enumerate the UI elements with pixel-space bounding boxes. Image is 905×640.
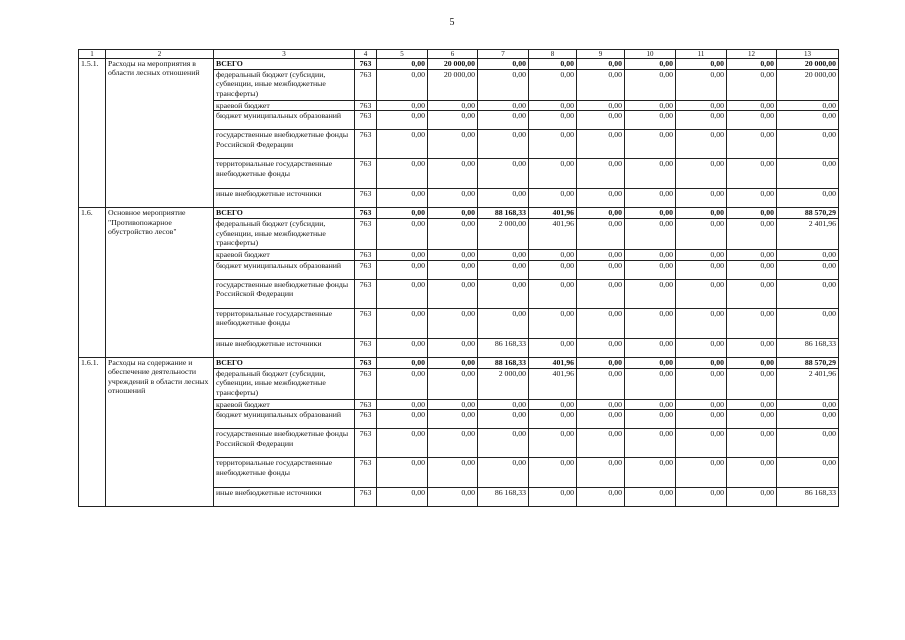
amount-cell-10: 0,00 (625, 260, 676, 279)
amount-cell-13: 0,00 (777, 429, 839, 458)
amount-cell-13: 0,00 (777, 101, 839, 111)
amount-cell-12: 0,00 (727, 208, 777, 219)
budget-code: 763 (355, 279, 377, 308)
budget-code: 763 (355, 338, 377, 357)
amount-cell-11: 0,00 (676, 208, 727, 219)
amount-cell-11: 0,00 (676, 399, 727, 409)
amount-cell-11: 0,00 (676, 219, 727, 250)
amount-cell-9: 0,00 (577, 308, 625, 338)
column-number-11: 11 (676, 50, 727, 59)
amount-cell-5: 0,00 (377, 219, 428, 250)
budget-code: 763 (355, 410, 377, 429)
amount-cell-8: 0,00 (529, 399, 577, 409)
amount-cell-9: 0,00 (577, 130, 625, 159)
amount-cell-6: 0,00 (428, 250, 478, 260)
amount-cell-6: 0,00 (428, 458, 478, 488)
column-number-9: 9 (577, 50, 625, 59)
amount-cell-10: 0,00 (625, 488, 676, 507)
funding-source: территориальные государственные внебюджетные фонды (214, 308, 355, 338)
amount-cell-13: 20 000,00 (777, 70, 839, 101)
amount-cell-12: 0,00 (727, 338, 777, 357)
amount-cell-13: 0,00 (777, 111, 839, 130)
amount-cell-10: 0,00 (625, 410, 676, 429)
funding-source: территориальные государственные внебюджетные фонды (214, 159, 355, 189)
amount-cell-5: 0,00 (377, 368, 428, 399)
amount-cell-9: 0,00 (577, 189, 625, 208)
column-number-10: 10 (625, 50, 676, 59)
budget-code: 763 (355, 111, 377, 130)
amount-cell-9: 0,00 (577, 429, 625, 458)
amount-cell-5: 0,00 (377, 70, 428, 101)
budget-code: 763 (355, 219, 377, 250)
amount-cell-10: 0,00 (625, 279, 676, 308)
amount-cell-8: 0,00 (529, 429, 577, 458)
amount-cell-8: 0,00 (529, 279, 577, 308)
funding-source: ВСЕГО (214, 208, 355, 219)
amount-cell-8: 0,00 (529, 308, 577, 338)
amount-cell-10: 0,00 (625, 101, 676, 111)
amount-cell-10: 0,00 (625, 208, 676, 219)
amount-cell-8: 401,96 (529, 208, 577, 219)
amount-cell-5: 0,00 (377, 410, 428, 429)
amount-cell-12: 0,00 (727, 458, 777, 488)
amount-cell-11: 0,00 (676, 368, 727, 399)
budget-code: 763 (355, 70, 377, 101)
page-number: 5 (449, 17, 455, 28)
budget-code: 763 (355, 208, 377, 219)
amount-cell-7: 0,00 (478, 250, 529, 260)
amount-cell-9: 0,00 (577, 488, 625, 507)
amount-cell-12: 0,00 (727, 59, 777, 70)
amount-cell-5: 0,00 (377, 59, 428, 70)
amount-cell-10: 0,00 (625, 159, 676, 189)
amount-cell-8: 401,96 (529, 357, 577, 368)
amount-cell-7: 0,00 (478, 189, 529, 208)
funding-source: краевой бюджет (214, 399, 355, 409)
budget-code: 763 (355, 250, 377, 260)
amount-cell-6: 0,00 (428, 399, 478, 409)
amount-cell-11: 0,00 (676, 410, 727, 429)
amount-cell-10: 0,00 (625, 399, 676, 409)
funding-source: иные внебюджетные источники (214, 488, 355, 507)
amount-cell-9: 0,00 (577, 399, 625, 409)
amount-cell-9: 0,00 (577, 208, 625, 219)
budget-table (78, 49, 839, 507)
amount-cell-5: 0,00 (377, 458, 428, 488)
amount-cell-5: 0,00 (377, 279, 428, 308)
budget-code: 763 (355, 189, 377, 208)
amount-cell-7: 88 168,33 (478, 208, 529, 219)
funding-source: государственные внебюджетные фонды Российской Федерации (214, 429, 355, 458)
amount-cell-9: 0,00 (577, 111, 625, 130)
amount-cell-5: 0,00 (377, 250, 428, 260)
amount-cell-11: 0,00 (676, 357, 727, 368)
amount-cell-8: 0,00 (529, 111, 577, 130)
amount-cell-6: 0,00 (428, 488, 478, 507)
amount-cell-7: 0,00 (478, 70, 529, 101)
budget-code: 763 (355, 159, 377, 189)
amount-cell-13: 0,00 (777, 189, 839, 208)
amount-cell-6: 20 000,00 (428, 59, 478, 70)
funding-source: государственные внебюджетные фонды Российской Федерации (214, 130, 355, 159)
table-row (79, 208, 839, 219)
amount-cell-13: 0,00 (777, 458, 839, 488)
amount-cell-6: 0,00 (428, 279, 478, 308)
amount-cell-5: 0,00 (377, 308, 428, 338)
amount-cell-7: 86 168,33 (478, 338, 529, 357)
amount-cell-9: 0,00 (577, 260, 625, 279)
amount-cell-5: 0,00 (377, 159, 428, 189)
amount-cell-8: 0,00 (529, 159, 577, 189)
budget-code: 763 (355, 260, 377, 279)
item-number: 1.6. (79, 208, 106, 357)
amount-cell-7: 0,00 (478, 279, 529, 308)
amount-cell-13: 0,00 (777, 308, 839, 338)
amount-cell-9: 0,00 (577, 159, 625, 189)
amount-cell-12: 0,00 (727, 357, 777, 368)
amount-cell-13: 2 401,96 (777, 219, 839, 250)
amount-cell-12: 0,00 (727, 159, 777, 189)
amount-cell-5: 0,00 (377, 189, 428, 208)
amount-cell-13: 0,00 (777, 410, 839, 429)
column-number-6: 6 (428, 50, 478, 59)
amount-cell-11: 0,00 (676, 101, 727, 111)
amount-cell-10: 0,00 (625, 338, 676, 357)
amount-cell-9: 0,00 (577, 250, 625, 260)
amount-cell-12: 0,00 (727, 250, 777, 260)
amount-cell-10: 0,00 (625, 357, 676, 368)
column-number-3: 3 (214, 50, 355, 59)
amount-cell-7: 0,00 (478, 59, 529, 70)
budget-code: 763 (355, 458, 377, 488)
table-row (79, 59, 839, 70)
amount-cell-13: 88 570,29 (777, 208, 839, 219)
column-number-1: 1 (79, 50, 106, 59)
amount-cell-9: 0,00 (577, 219, 625, 250)
amount-cell-13: 0,00 (777, 159, 839, 189)
column-number-2: 2 (106, 50, 214, 59)
amount-cell-7: 0,00 (478, 458, 529, 488)
budget-code: 763 (355, 399, 377, 409)
funding-source: федеральный бюджет (субсидии, субвенции, иные межбюджетные трансферты) (214, 70, 355, 101)
item-number: 1.6.1. (79, 357, 106, 506)
amount-cell-7: 0,00 (478, 130, 529, 159)
amount-cell-12: 0,00 (727, 101, 777, 111)
amount-cell-8: 0,00 (529, 59, 577, 70)
amount-cell-6: 0,00 (428, 260, 478, 279)
budget-code: 763 (355, 488, 377, 507)
amount-cell-11: 0,00 (676, 260, 727, 279)
amount-cell-13: 20 000,00 (777, 59, 839, 70)
column-number-12: 12 (727, 50, 777, 59)
amount-cell-12: 0,00 (727, 260, 777, 279)
amount-cell-11: 0,00 (676, 429, 727, 458)
amount-cell-6: 20 000,00 (428, 70, 478, 101)
funding-source: ВСЕГО (214, 357, 355, 368)
amount-cell-5: 0,00 (377, 338, 428, 357)
amount-cell-12: 0,00 (727, 111, 777, 130)
amount-cell-12: 0,00 (727, 399, 777, 409)
column-number-row (79, 50, 839, 59)
amount-cell-5: 0,00 (377, 488, 428, 507)
amount-cell-12: 0,00 (727, 488, 777, 507)
amount-cell-13: 2 401,96 (777, 368, 839, 399)
amount-cell-7: 0,00 (478, 111, 529, 130)
funding-source: бюджет муниципальных образований (214, 111, 355, 130)
amount-cell-7: 0,00 (478, 159, 529, 189)
amount-cell-5: 0,00 (377, 429, 428, 458)
amount-cell-10: 0,00 (625, 111, 676, 130)
funding-source: иные внебюджетные источники (214, 189, 355, 208)
amount-cell-10: 0,00 (625, 189, 676, 208)
amount-cell-7: 0,00 (478, 429, 529, 458)
funding-source: федеральный бюджет (субсидии, субвенции, иные межбюджетные трансферты) (214, 368, 355, 399)
amount-cell-8: 0,00 (529, 410, 577, 429)
amount-cell-13: 88 570,29 (777, 357, 839, 368)
amount-cell-6: 0,00 (428, 101, 478, 111)
amount-cell-13: 0,00 (777, 260, 839, 279)
amount-cell-5: 0,00 (377, 208, 428, 219)
amount-cell-9: 0,00 (577, 279, 625, 308)
amount-cell-7: 0,00 (478, 399, 529, 409)
column-number-13: 13 (777, 50, 839, 59)
amount-cell-7: 86 168,33 (478, 488, 529, 507)
amount-cell-11: 0,00 (676, 279, 727, 308)
budget-code: 763 (355, 429, 377, 458)
amount-cell-5: 0,00 (377, 260, 428, 279)
amount-cell-6: 0,00 (428, 308, 478, 338)
amount-cell-12: 0,00 (727, 308, 777, 338)
amount-cell-8: 0,00 (529, 250, 577, 260)
amount-cell-9: 0,00 (577, 338, 625, 357)
amount-cell-7: 2 000,00 (478, 368, 529, 399)
amount-cell-10: 0,00 (625, 59, 676, 70)
amount-cell-5: 0,00 (377, 130, 428, 159)
amount-cell-13: 0,00 (777, 279, 839, 308)
amount-cell-7: 2 000,00 (478, 219, 529, 250)
amount-cell-9: 0,00 (577, 59, 625, 70)
amount-cell-10: 0,00 (625, 308, 676, 338)
amount-cell-9: 0,00 (577, 101, 625, 111)
amount-cell-5: 0,00 (377, 357, 428, 368)
amount-cell-10: 0,00 (625, 70, 676, 101)
amount-cell-10: 0,00 (625, 250, 676, 260)
amount-cell-6: 0,00 (428, 130, 478, 159)
amount-cell-8: 0,00 (529, 130, 577, 159)
budget-code: 763 (355, 357, 377, 368)
amount-cell-9: 0,00 (577, 458, 625, 488)
budget-code: 763 (355, 130, 377, 159)
amount-cell-8: 0,00 (529, 101, 577, 111)
amount-cell-10: 0,00 (625, 368, 676, 399)
amount-cell-6: 0,00 (428, 338, 478, 357)
item-title: Расходы на содержание и обеспечение деятельности учреждений в области лесных отношений (106, 357, 214, 506)
amount-cell-7: 0,00 (478, 260, 529, 279)
amount-cell-12: 0,00 (727, 130, 777, 159)
amount-cell-9: 0,00 (577, 368, 625, 399)
funding-source: территориальные государственные внебюджетные фонды (214, 458, 355, 488)
amount-cell-8: 401,96 (529, 368, 577, 399)
amount-cell-9: 0,00 (577, 357, 625, 368)
budget-code: 763 (355, 59, 377, 70)
amount-cell-7: 0,00 (478, 410, 529, 429)
amount-cell-9: 0,00 (577, 70, 625, 101)
amount-cell-13: 0,00 (777, 399, 839, 409)
amount-cell-12: 0,00 (727, 410, 777, 429)
budget-code: 763 (355, 308, 377, 338)
column-number-7: 7 (478, 50, 529, 59)
amount-cell-10: 0,00 (625, 130, 676, 159)
amount-cell-13: 86 168,33 (777, 338, 839, 357)
amount-cell-11: 0,00 (676, 488, 727, 507)
amount-cell-5: 0,00 (377, 101, 428, 111)
amount-cell-13: 0,00 (777, 250, 839, 260)
column-number-5: 5 (377, 50, 428, 59)
budget-code: 763 (355, 368, 377, 399)
amount-cell-8: 0,00 (529, 338, 577, 357)
amount-cell-6: 0,00 (428, 159, 478, 189)
amount-cell-11: 0,00 (676, 70, 727, 101)
amount-cell-6: 0,00 (428, 189, 478, 208)
amount-cell-6: 0,00 (428, 410, 478, 429)
amount-cell-13: 0,00 (777, 130, 839, 159)
funding-source: бюджет муниципальных образований (214, 260, 355, 279)
amount-cell-5: 0,00 (377, 399, 428, 409)
amount-cell-12: 0,00 (727, 429, 777, 458)
funding-source: федеральный бюджет (субсидии, субвенции, иные межбюджетные трансферты) (214, 219, 355, 250)
amount-cell-10: 0,00 (625, 429, 676, 458)
amount-cell-12: 0,00 (727, 368, 777, 399)
amount-cell-6: 0,00 (428, 357, 478, 368)
amount-cell-8: 0,00 (529, 458, 577, 488)
amount-cell-10: 0,00 (625, 219, 676, 250)
amount-cell-8: 0,00 (529, 260, 577, 279)
funding-source: иные внебюджетные источники (214, 338, 355, 357)
column-number-8: 8 (529, 50, 577, 59)
amount-cell-6: 0,00 (428, 208, 478, 219)
amount-cell-8: 0,00 (529, 70, 577, 101)
amount-cell-5: 0,00 (377, 111, 428, 130)
amount-cell-11: 0,00 (676, 458, 727, 488)
budget-code: 763 (355, 101, 377, 111)
funding-source: краевой бюджет (214, 101, 355, 111)
amount-cell-11: 0,00 (676, 338, 727, 357)
item-title: Основное мероприятие "Противопожарное обустройство лесов" (106, 208, 214, 357)
amount-cell-6: 0,00 (428, 368, 478, 399)
amount-cell-13: 86 168,33 (777, 488, 839, 507)
amount-cell-11: 0,00 (676, 111, 727, 130)
funding-source: бюджет муниципальных образований (214, 410, 355, 429)
amount-cell-8: 0,00 (529, 488, 577, 507)
amount-cell-12: 0,00 (727, 219, 777, 250)
amount-cell-6: 0,00 (428, 429, 478, 458)
item-number: 1.5.1. (79, 59, 106, 208)
amount-cell-7: 0,00 (478, 101, 529, 111)
amount-cell-9: 0,00 (577, 410, 625, 429)
funding-source: краевой бюджет (214, 250, 355, 260)
amount-cell-11: 0,00 (676, 189, 727, 208)
table-row (79, 357, 839, 368)
amount-cell-8: 401,96 (529, 219, 577, 250)
amount-cell-8: 0,00 (529, 189, 577, 208)
amount-cell-6: 0,00 (428, 111, 478, 130)
amount-cell-11: 0,00 (676, 308, 727, 338)
funding-source: государственные внебюджетные фонды Российской Федерации (214, 279, 355, 308)
amount-cell-11: 0,00 (676, 250, 727, 260)
amount-cell-11: 0,00 (676, 159, 727, 189)
funding-source: ВСЕГО (214, 59, 355, 70)
amount-cell-6: 0,00 (428, 219, 478, 250)
amount-cell-11: 0,00 (676, 130, 727, 159)
amount-cell-10: 0,00 (625, 458, 676, 488)
amount-cell-11: 0,00 (676, 59, 727, 70)
amount-cell-12: 0,00 (727, 279, 777, 308)
item-title: Расходы на мероприятия в области лесных отношений (106, 59, 214, 208)
column-number-4: 4 (355, 50, 377, 59)
amount-cell-12: 0,00 (727, 189, 777, 208)
amount-cell-7: 0,00 (478, 308, 529, 338)
amount-cell-12: 0,00 (727, 70, 777, 101)
amount-cell-7: 88 168,33 (478, 357, 529, 368)
